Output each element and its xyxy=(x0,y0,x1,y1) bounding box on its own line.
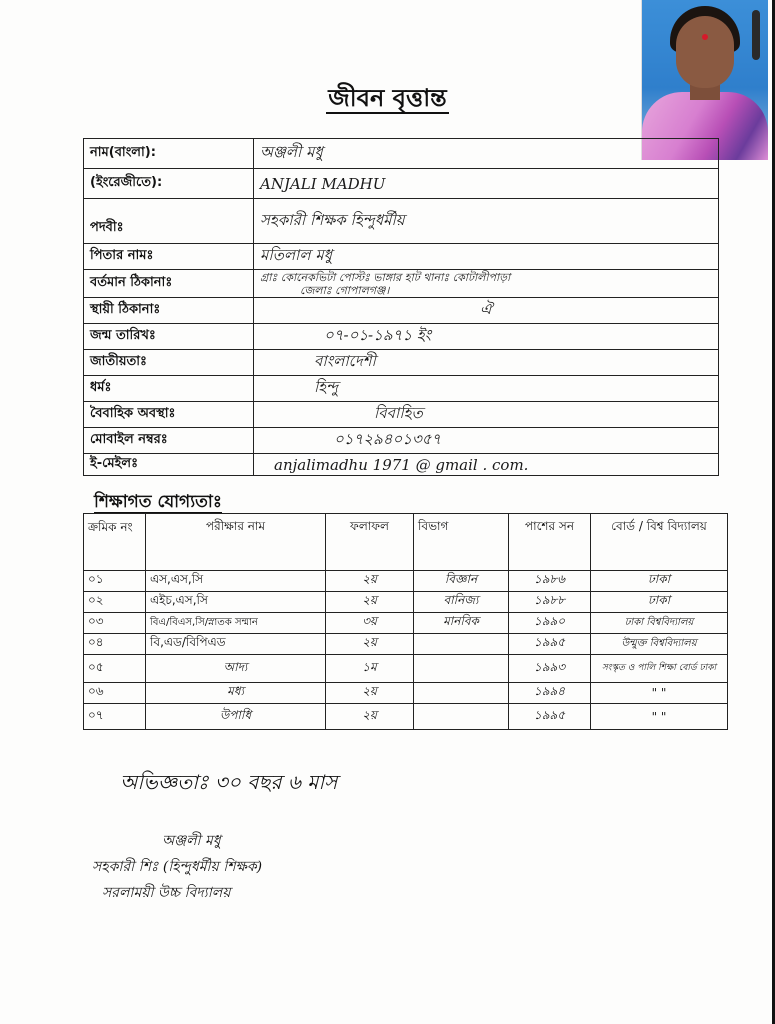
cell-serial: ০৫ xyxy=(84,655,146,683)
cell-year: ১৯৯০ xyxy=(509,613,591,634)
cell-result: ৩য় xyxy=(326,613,414,634)
bio-label: পদবীঃ xyxy=(84,199,254,244)
cell-year: ১৯৯৩ xyxy=(509,655,591,683)
cell-year: ১৯৯৪ xyxy=(509,683,591,704)
col-header-serial: ক্রমিক নং xyxy=(84,514,146,571)
bio-value: অঞ্জলী মধু xyxy=(254,139,719,169)
education-header-row xyxy=(84,514,728,571)
cell-exam: বি,এড/বিপিএড xyxy=(146,634,326,655)
cell-exam: মধ্য xyxy=(146,683,326,704)
cell-year: ১৯৮৮ xyxy=(509,592,591,613)
bio-row-father xyxy=(84,244,719,270)
bio-row-name-bangla xyxy=(84,139,719,169)
document-title xyxy=(0,80,775,120)
bio-row-designation xyxy=(84,199,719,244)
bio-value: বিবাহিত xyxy=(254,402,719,428)
cell-exam: বিএ/বিএস,সি/স্নাতক সম্মান xyxy=(146,613,326,634)
signature-block xyxy=(92,828,422,906)
bio-label: ধর্মঃ xyxy=(84,376,254,402)
bio-value: ঐ xyxy=(254,298,719,324)
education-heading: শিক্ষাগত যোগ্যতাঃ xyxy=(94,492,222,512)
cell-serial: ০৬ xyxy=(84,683,146,704)
bio-value: ANJALI MADHU xyxy=(254,169,719,199)
bio-value xyxy=(254,270,719,298)
bio-label: নাম(বাংলা): xyxy=(84,139,254,169)
col-header-board: বোর্ড / বিশ্ব বিদ্যালয় xyxy=(591,514,728,571)
table-row xyxy=(84,571,728,592)
table-row xyxy=(84,634,728,655)
bio-value: মতিলাল মধু xyxy=(254,244,719,270)
cell-board: উন্মুক্ত বিশ্ববিদ্যালয় xyxy=(591,634,728,655)
bio-label: পিতার নামঃ xyxy=(84,244,254,270)
cell-serial: ০২ xyxy=(84,592,146,613)
bio-row-present-address xyxy=(84,270,719,298)
bio-label: বৈবাহিক অবস্থাঃ xyxy=(84,402,254,428)
bio-label: স্থায়ী ঠিকানাঃ xyxy=(84,298,254,324)
cell-group xyxy=(414,704,509,730)
cell-year: ১৯৯৫ xyxy=(509,704,591,730)
cell-board: ঢাকা বিশ্ববিদ্যালয় xyxy=(591,613,728,634)
cell-serial: ০৭ xyxy=(84,704,146,730)
bio-value: ০৭-০১-১৯৭১ ইং xyxy=(254,324,719,350)
bio-row-permanent-address xyxy=(84,298,719,324)
bio-label: জন্ম তারিখঃ xyxy=(84,324,254,350)
bio-label: মোবাইল নম্বরঃ xyxy=(84,428,254,454)
bio-value: ০১৭২৯৪০১৩৫৭ xyxy=(254,428,719,454)
bio-row-religion xyxy=(84,376,719,402)
cell-serial: ০৩ xyxy=(84,613,146,634)
bio-row-nationality xyxy=(84,350,719,376)
table-row xyxy=(84,655,728,683)
cell-result: ২য় xyxy=(326,592,414,613)
cell-result: ১ম xyxy=(326,655,414,683)
education-table xyxy=(83,513,728,730)
bio-value: হিন্দু xyxy=(254,376,719,402)
address-line-1: গ্রাঃ কোনেকভিটা পোস্টঃ ভাঙ্গার হাট থানাঃ কোটালীপাড়া xyxy=(260,270,511,284)
cell-group xyxy=(414,683,509,704)
col-header-result: ফলাফল xyxy=(326,514,414,571)
title-text: জীবন বৃত্তান্ত xyxy=(328,84,447,112)
bio-value: বাংলাদেশী xyxy=(254,350,719,376)
col-header-group: বিভাগ xyxy=(414,514,509,571)
cell-result: ২য় xyxy=(326,571,414,592)
address-line-2: জেলাঃ গোপালগঞ্জ। xyxy=(300,283,390,297)
cell-group xyxy=(414,634,509,655)
bio-value: anjalimadhu 1971 @ gmail . com. xyxy=(254,454,719,476)
cell-exam: এইচ,এস,সি xyxy=(146,592,326,613)
signature-name: অঞ্জলী মধু xyxy=(162,833,221,849)
bio-row-birth-date xyxy=(84,324,719,350)
bio-row-marital-status xyxy=(84,402,719,428)
table-row xyxy=(84,613,728,634)
bio-value: সহকারী শিক্ষক হিন্দুধর্মীয় xyxy=(254,199,719,244)
cell-board: সংস্কৃত ও পালি শিক্ষা বোর্ড ঢাকা xyxy=(591,655,728,683)
col-header-year: পাশের সন xyxy=(509,514,591,571)
cell-board: ঢাকা xyxy=(591,592,728,613)
cell-year: ১৯৯৫ xyxy=(509,634,591,655)
signature-school: সরলাময়ী উচ্চ বিদ্যালয় xyxy=(102,885,231,901)
cell-group: বানিজ্য xyxy=(414,592,509,613)
cell-exam: আদ্য xyxy=(146,655,326,683)
bio-label: জাতীয়তাঃ xyxy=(84,350,254,376)
table-row xyxy=(84,683,728,704)
bio-row-mobile xyxy=(84,428,719,454)
bio-row-name-english xyxy=(84,169,719,199)
cell-exam: এস,এস,সি xyxy=(146,571,326,592)
biodata-table xyxy=(83,138,719,476)
bio-row-email xyxy=(84,454,719,476)
bio-label: (ইংরেজীতে): xyxy=(84,169,254,199)
experience-text: অভিজ্ঞতাঃ ৩০ বছর ৬ মাস xyxy=(120,770,338,794)
cell-serial: ০৪ xyxy=(84,634,146,655)
cell-group: মানবিক xyxy=(414,613,509,634)
table-row xyxy=(84,592,728,613)
cell-board: " " xyxy=(591,683,728,704)
bio-label: ই-মেইলঃ xyxy=(84,454,254,476)
cell-group: বিজ্ঞান xyxy=(414,571,509,592)
bio-label: বর্তমান ঠিকানাঃ xyxy=(84,270,254,298)
cell-result: ২য় xyxy=(326,683,414,704)
col-header-exam: পরীক্ষার নাম xyxy=(146,514,326,571)
cell-result: ২য় xyxy=(326,634,414,655)
cell-group xyxy=(414,655,509,683)
cell-year: ১৯৮৬ xyxy=(509,571,591,592)
cell-serial: ০১ xyxy=(84,571,146,592)
cell-result: ২য় xyxy=(326,704,414,730)
cell-board: ঢাকা xyxy=(591,571,728,592)
signature-designation: সহকারী শিঃ (হিন্দুধর্মীয় শিক্ষক) xyxy=(92,859,263,875)
table-row xyxy=(84,704,728,730)
cell-board: " " xyxy=(591,704,728,730)
cell-exam: উপাধি xyxy=(146,704,326,730)
